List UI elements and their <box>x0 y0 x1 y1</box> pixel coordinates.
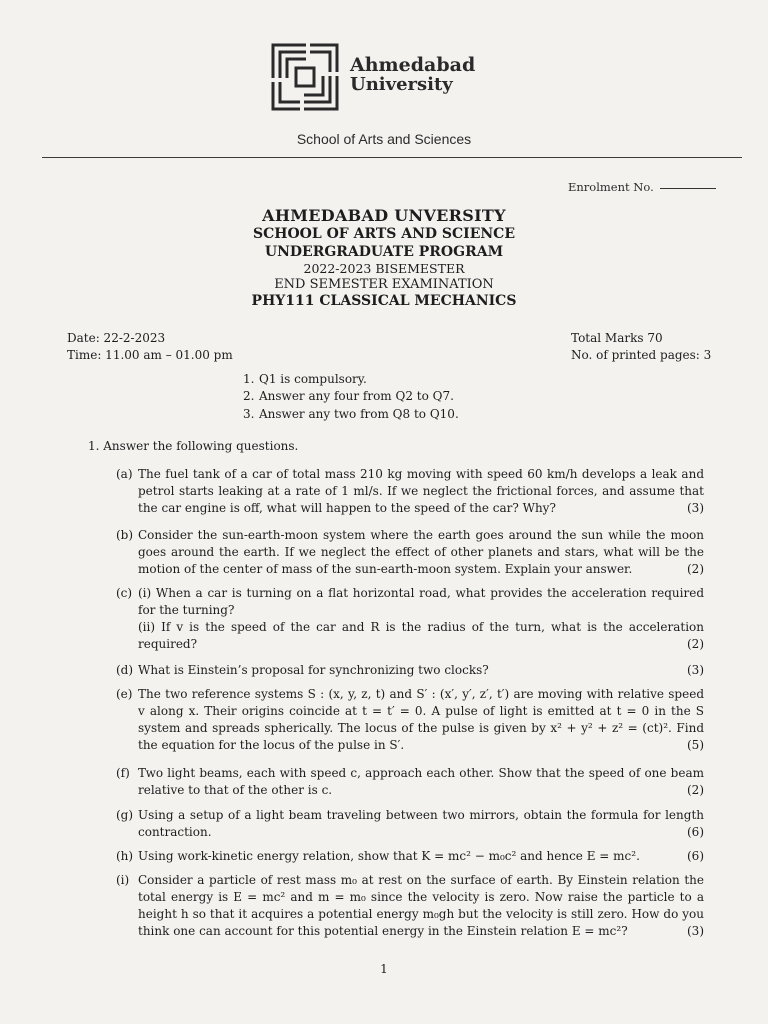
part-label: (e) <box>116 687 133 701</box>
total-marks: Total Marks 70 <box>571 331 663 345</box>
printed-pages: No. of printed pages: 3 <box>571 348 712 363</box>
instruction-item: 1. Q1 is compulsory. <box>243 372 367 386</box>
part-marks: (6) <box>687 825 704 839</box>
part-marks: (2) <box>687 562 704 576</box>
part-text: (i) When a car is turning on a flat horizontal road, what provides the acceleration required for the turning? <box>138 586 704 617</box>
part-label: (g) <box>116 808 134 822</box>
exam-meta-right <box>571 330 711 365</box>
enrolment-blank <box>660 188 716 189</box>
part-label: (b) <box>116 528 134 542</box>
part-label: (f) <box>116 766 130 780</box>
question-part <box>116 686 704 754</box>
part-text: Using work-kinetic energy relation, show that K = mc² − m₀c² and hence E = mc². <box>138 849 640 863</box>
header-course: PHY111 CLASSICAL MECHANICS <box>251 292 517 309</box>
question-part <box>116 872 704 940</box>
part-marks: (3) <box>687 924 704 938</box>
part-marks: (3) <box>687 501 704 515</box>
part-marks: (2) <box>687 783 704 797</box>
enrolment-label: Enrolment No. <box>568 180 654 194</box>
university-name-line2: University <box>350 73 453 95</box>
university-logo-icon <box>270 42 340 112</box>
part-label: (i) <box>116 873 130 887</box>
part-text: The two reference systems S : (x, y, z, t) and S′ : (x′, y′, z′, t′) are moving with relative speed v along x. Their origins coincide at t = t′ = 0. A pulse of light is emitted at t = 0 in the S system and spreads spherically. The locus of the pulse is given by x² + y² + z² = (ct)². Find the equation for the locus of the pulse in S′. <box>138 687 704 752</box>
question-part <box>116 807 704 841</box>
question-part <box>116 848 704 865</box>
part-marks: (3) <box>687 663 704 677</box>
page-number: 1 <box>380 962 388 976</box>
part-label: (a) <box>116 467 133 481</box>
header-school: SCHOOL OF ARTS AND SCIENCE <box>252 226 515 242</box>
part-label: (h) <box>116 849 134 863</box>
university-name-line1: Ahmedabad <box>350 54 476 76</box>
part-marks: (2) <box>687 637 704 651</box>
part-text: Consider a particle of rest mass m₀ at rest on the surface of earth. By Einstein relation the total energy is E = mc² and m = m₀ since the velocity is zero. Now raise the particle to a height h so that it acquires a potential energy m₀gh but the velocity is still zero. How do you think one can account for this potential energy in the Einstein relation E = mc²? <box>138 873 704 938</box>
part-label: (c) <box>116 586 133 600</box>
school-name: School of Arts and Sciences <box>296 131 472 147</box>
instruction-item: 3. Answer any two from Q8 to Q10. <box>243 406 459 421</box>
exam-header <box>0 206 768 310</box>
question-part <box>116 585 704 653</box>
part-marks: (5) <box>687 738 704 752</box>
exam-meta-left <box>67 330 233 365</box>
part-marks: (6) <box>687 849 704 863</box>
header-divider <box>42 157 742 158</box>
header-program: UNDERGRADUATE PROGRAM <box>264 243 504 260</box>
instruction-item: 2. Answer any four from Q2 to Q7. <box>243 389 454 404</box>
instructions-list <box>243 371 459 423</box>
exam-time: Time: 11.00 am – 01.00 pm <box>67 348 233 363</box>
header-exam: END SEMESTER EXAMINATION <box>274 276 494 292</box>
enrolment-field <box>568 180 716 194</box>
part-text: The fuel tank of a car of total mass 210 kg moving with speed 60 km/h develops a leak and petrol starts leaking at a rate of 1 ml/s. If we neglect the frictional forces, and assume that the car engine is off, what will happen to the speed of the car? Why? <box>138 467 704 515</box>
part-text: Consider the sun-earth-moon system where the earth goes around the sun while the moon goes around the earth. If we neglect the effect of other planets and stars, what will be the motion of the center of mass of the sun-earth-moon system. Explain your answer. <box>138 528 704 576</box>
university-wordmark <box>350 56 475 95</box>
question-part <box>116 662 704 679</box>
question-part <box>116 466 704 517</box>
exam-date: Date: 22-2-2023 <box>67 331 166 345</box>
header-session: 2022-2023 BISEMESTER <box>303 261 465 276</box>
question-part <box>116 765 704 799</box>
part-text: What is Einstein’s proposal for synchronizing two clocks? <box>138 663 489 677</box>
part-text: Two light beams, each with speed c, approach each other. Show that the speed of one beam relative to that of the other is c. <box>138 766 704 797</box>
part-text: Using a setup of a light beam traveling between two mirrors, obtain the formula for length contraction. <box>138 808 704 839</box>
part-text-ii: (ii) If v is the speed of the car and R is the radius of the turn, what is the acceleration required? <box>138 620 704 651</box>
question-part <box>116 527 704 578</box>
header-university: AHMEDABAD UNVERSITY <box>262 206 506 225</box>
question-1-title: 1. Answer the following questions. <box>88 439 299 453</box>
part-label: (d) <box>116 663 134 677</box>
